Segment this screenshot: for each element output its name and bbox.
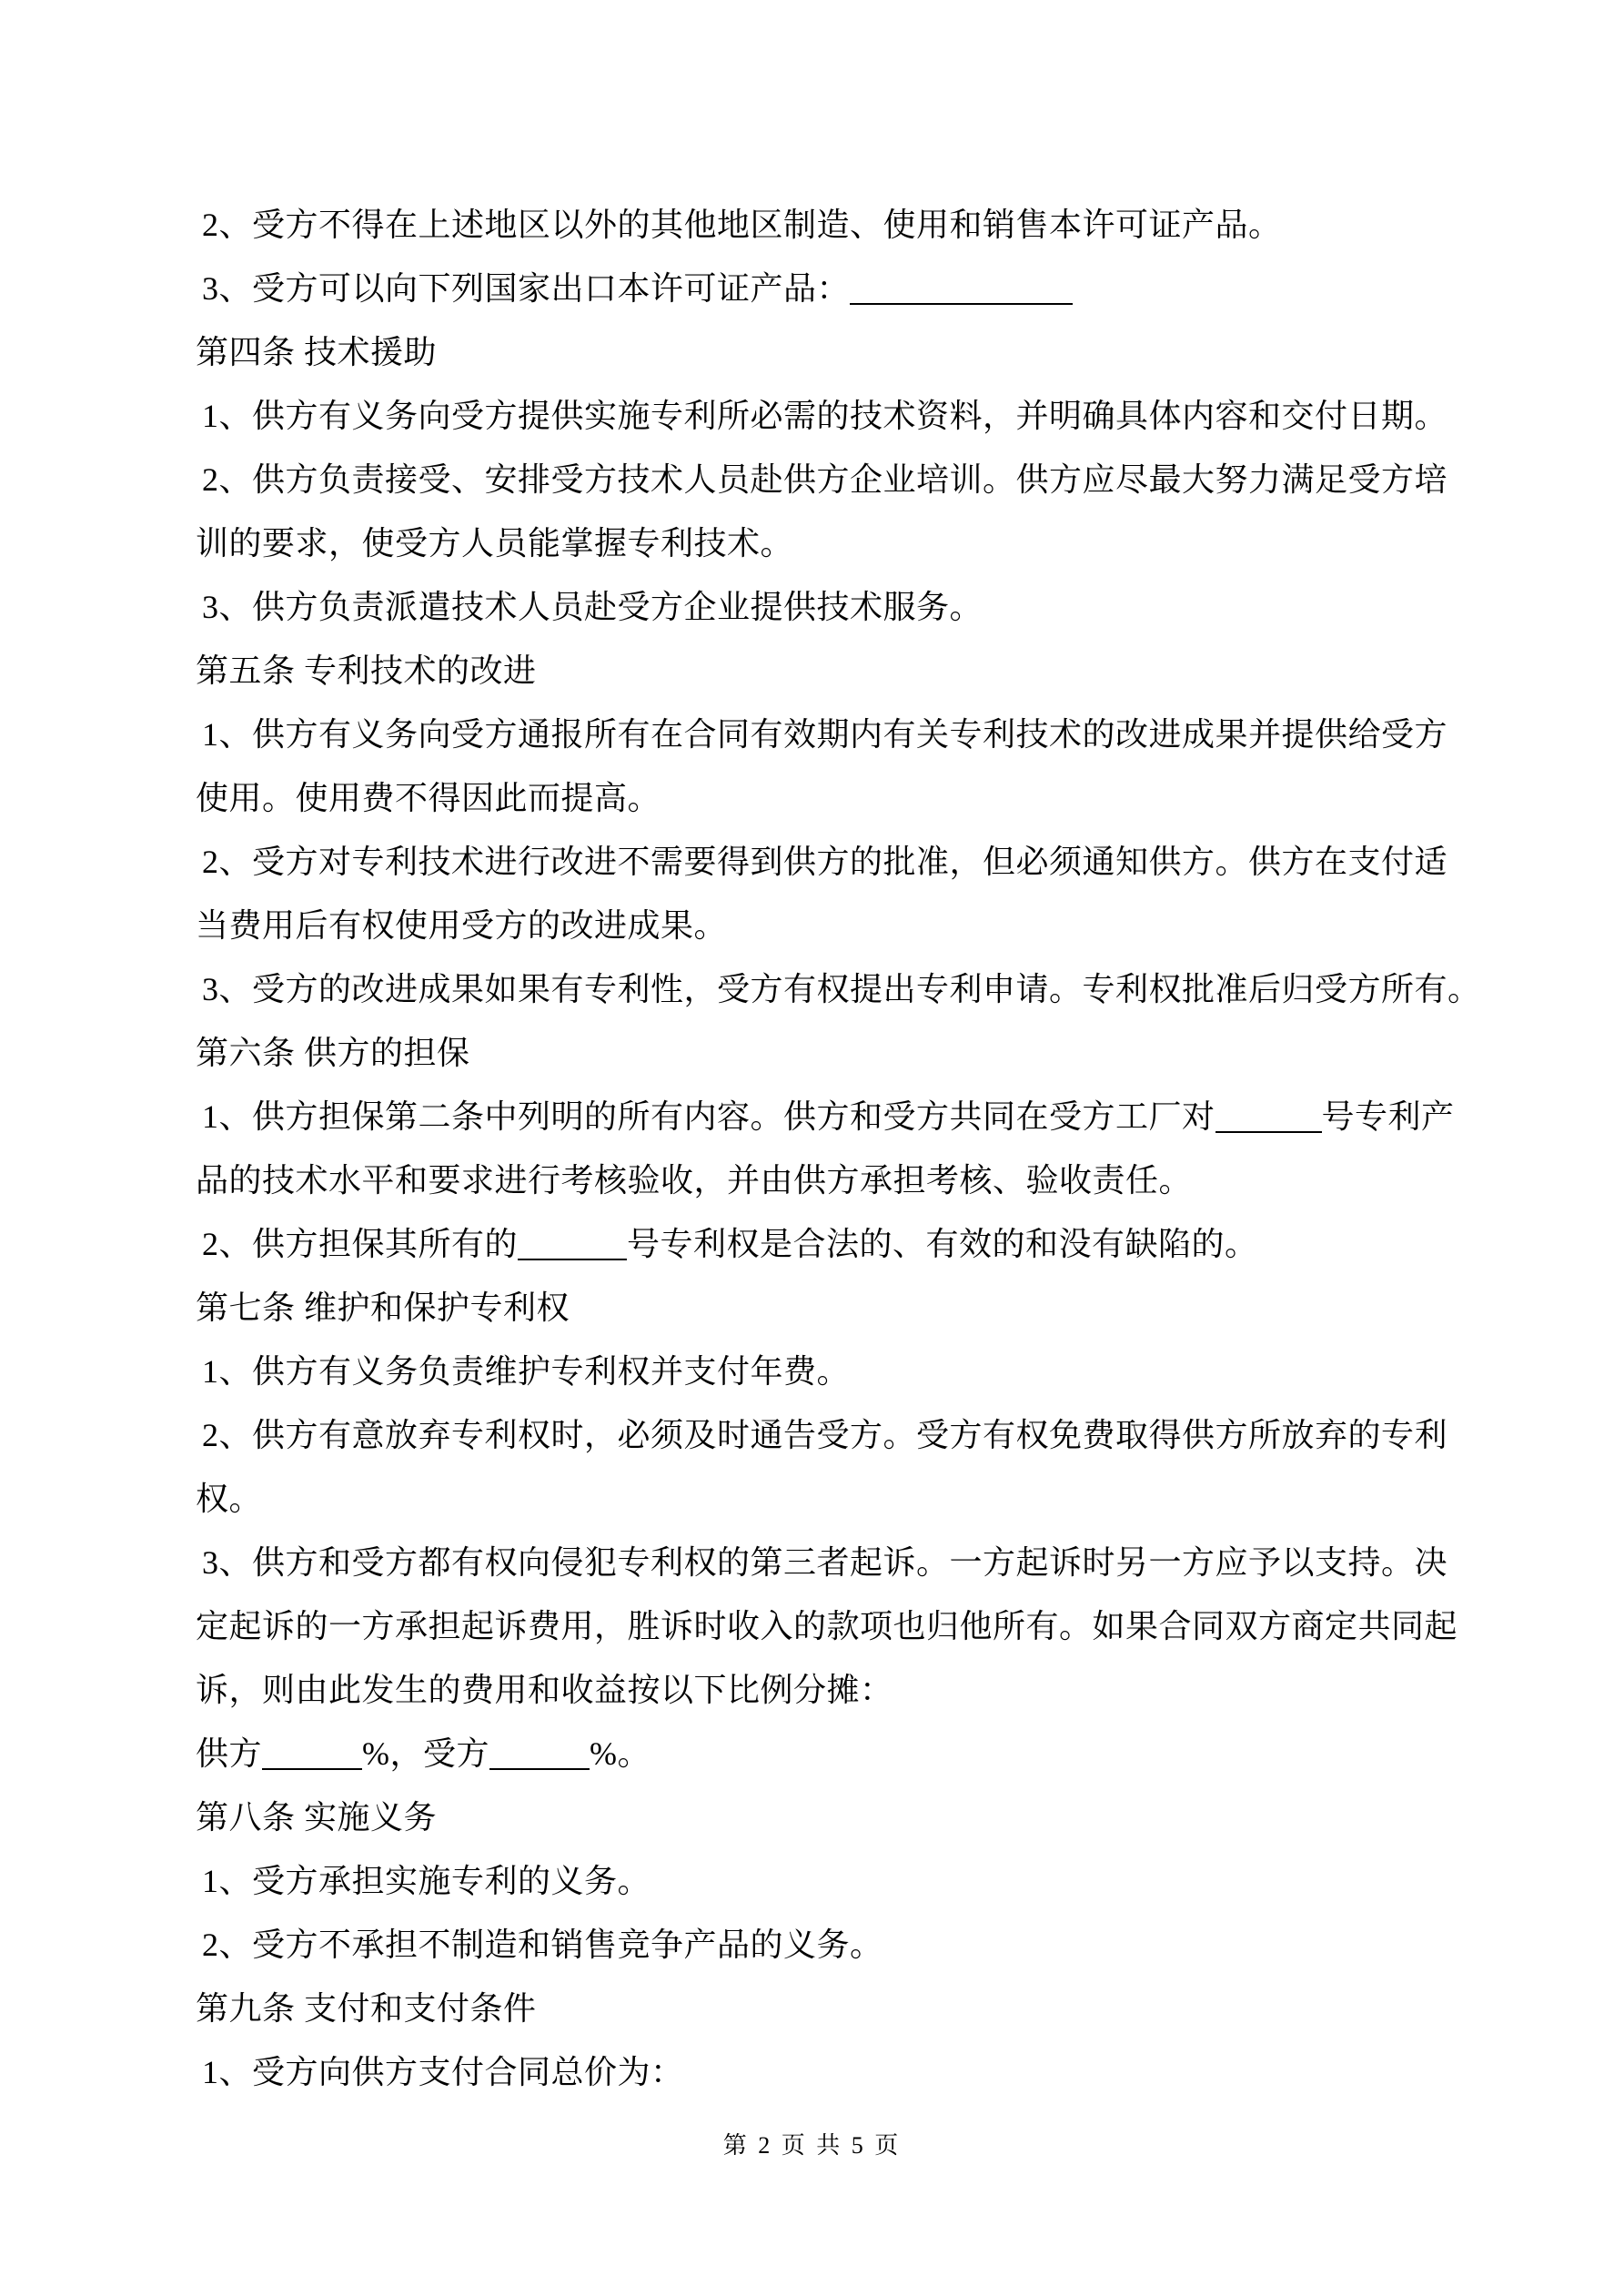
clause-item	[196, 1403, 1460, 1467]
clause-continuation	[196, 1722, 1460, 1785]
clause-heading	[196, 320, 1460, 384]
text-run: 1、供方担保第二条中列明的所有内容。供方和受方共同在受方工厂对	[202, 1098, 1215, 1135]
blank-underline	[518, 1251, 627, 1260]
text-run: 第四条 技术援助	[196, 334, 438, 370]
page-footer	[0, 2128, 1624, 2164]
clause-continuation	[196, 1467, 1460, 1531]
clause-item	[196, 384, 1460, 448]
text-run: 号专利产	[1321, 1098, 1455, 1135]
clause-continuation	[196, 1148, 1460, 1212]
clause-item	[196, 448, 1460, 511]
clause-item	[196, 1849, 1460, 1913]
clause-heading	[196, 1021, 1460, 1085]
clause-item	[196, 193, 1460, 257]
text-run: 3、受方的改进成果如果有专利性，受方有权提出专利申请。专利权批准后归受方所有。	[202, 971, 1481, 1007]
text-run: 3、供方负责派遣技术人员赴受方企业提供技术服务。	[202, 589, 983, 625]
clause-item	[196, 1913, 1460, 1977]
text-run: 3、供方和受方都有权向侵犯专利权的第三者起诉。一方起诉时另一方应予以支持。决	[202, 1544, 1448, 1581]
text-run: %。	[590, 1735, 651, 1772]
clause-continuation	[196, 766, 1460, 830]
text-run: 定起诉的一方承担起诉费用，胜诉时收入的款项也归他所有。如果合同双方商定共同起	[196, 1608, 1458, 1644]
text-run: 2、受方不得在上述地区以外的其他地区制造、使用和销售本许可证产品。	[202, 207, 1282, 243]
text-run: 品的技术水平和要求进行考核验收，并由供方承担考核、验收责任。	[196, 1162, 1193, 1199]
text-run: %，受方	[362, 1735, 490, 1772]
text-run: 第六条 供方的担保	[196, 1035, 470, 1071]
text-run: 2、受方对专利技术进行改进不需要得到供方的批准，但必须通知供方。供方在支付适	[202, 844, 1448, 880]
clause-heading	[196, 639, 1460, 703]
text-run: 2、供方担保其所有的	[202, 1226, 519, 1262]
clause-item	[196, 1531, 1460, 1594]
text-run: 1、供方有义务负责维护专利权并支付年费。	[202, 1353, 851, 1390]
text-run: 使用。使用费不得因此而提高。	[196, 780, 661, 816]
clause-item	[196, 703, 1460, 766]
text-run: 1、受方向供方支付合同总价为：	[202, 2054, 684, 2090]
clause-item	[196, 1212, 1460, 1276]
text-run: 1、供方有义务向受方通报所有在合同有效期内有关专利技术的改进成果并提供给受方	[202, 716, 1448, 753]
blank-underline	[1215, 1124, 1322, 1133]
blank-underline	[850, 296, 1073, 305]
clause-continuation	[196, 511, 1460, 575]
blank-underline	[489, 1761, 590, 1770]
text-run: 1、供方有义务向受方提供实施专利所必需的技术资料，并明确具体内容和交付日期。	[202, 398, 1448, 434]
clause-continuation	[196, 894, 1460, 957]
clause-item	[196, 1340, 1460, 1403]
clause-item	[196, 830, 1460, 894]
blank-underline	[262, 1761, 362, 1770]
clause-heading	[196, 1977, 1460, 2040]
text-run: 2、受方不承担不制造和销售竞争产品的义务。	[202, 1927, 883, 1963]
clause-heading	[196, 1276, 1460, 1340]
clause-item	[196, 957, 1481, 1021]
text-run: 训的要求，使受方人员能掌握专利技术。	[196, 525, 794, 561]
text-run: 当费用后有权使用受方的改进成果。	[196, 907, 728, 944]
text-run: 3、受方可以向下列国家出口本许可证产品：	[202, 270, 851, 307]
text-run: 供方	[196, 1735, 263, 1772]
text-run: 第九条 支付和支付条件	[196, 1990, 537, 2027]
clause-heading	[196, 1785, 1460, 1849]
page-number-label: 第 2 页 共 5 页	[722, 2132, 902, 2159]
clause-continuation	[196, 1594, 1460, 1658]
clause-item	[196, 2040, 1460, 2104]
text-run: 2、供方负责接受、安排受方技术人员赴供方企业培训。供方应尽最大努力满足受方培	[202, 461, 1448, 498]
text-run: 第八条 实施义务	[196, 1799, 438, 1836]
clause-item	[196, 1085, 1460, 1148]
text-run: 2、供方有意放弃专利权时，必须及时通告受方。受方有权免费取得供方所放弃的专利	[202, 1417, 1448, 1453]
text-run: 权。	[196, 1481, 263, 1517]
text-run: 第五条 专利技术的改进	[196, 652, 537, 689]
clause-continuation	[196, 1658, 1460, 1722]
clause-item	[196, 575, 1460, 639]
text-run: 号专利权是合法的、有效的和没有缺陷的。	[627, 1226, 1258, 1262]
text-run: 1、受方承担实施专利的义务。	[202, 1863, 651, 1899]
text-run: 诉，则由此发生的费用和收益按以下比例分摊：	[196, 1672, 893, 1708]
clause-item	[196, 257, 1460, 320]
text-run: 第七条 维护和保护专利权	[196, 1290, 570, 1326]
